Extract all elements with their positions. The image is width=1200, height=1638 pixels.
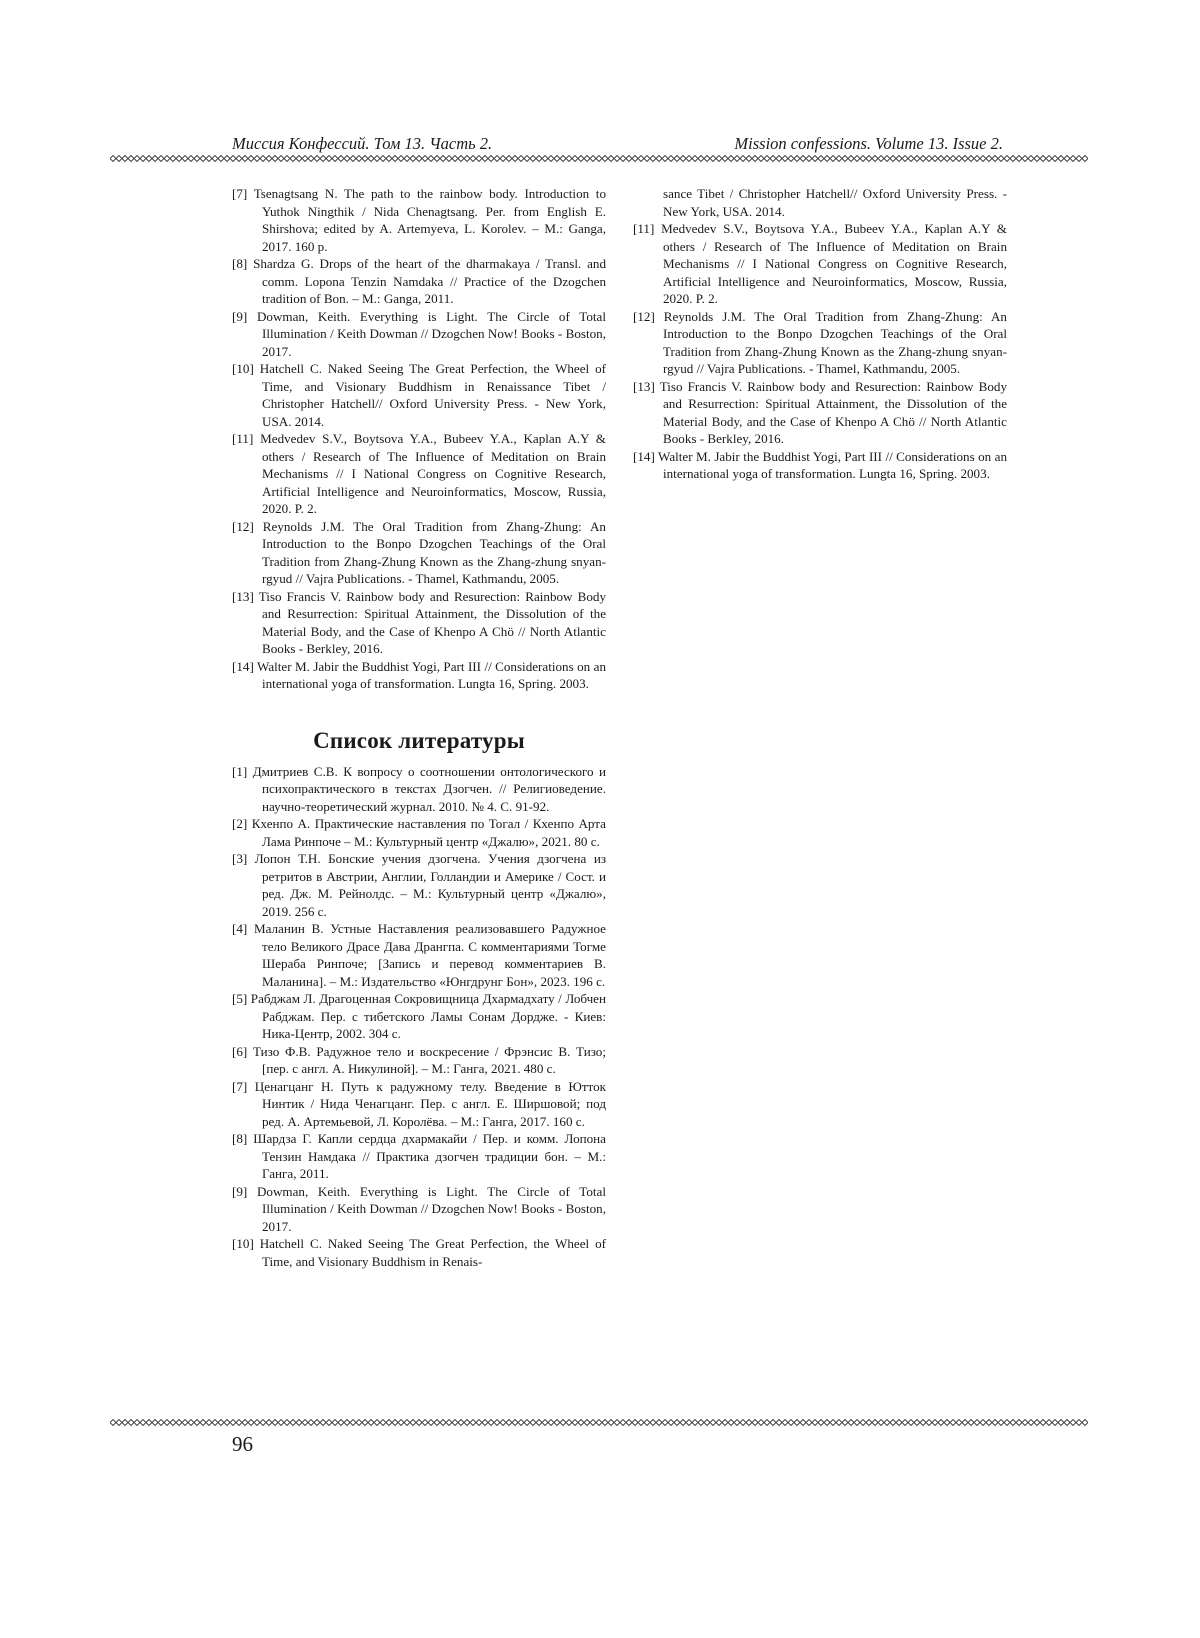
reference-item: [12] Reynolds J.M. The Oral Tradition from Zhang-Zhung: An Introduction to the Bonpo Dzogchen Teachings of the Oral Tradition from Zhang-Zhung Known as the Zhang-zhung snyan-rgyud // Vajra Publications. - Thamel, Kathmandu, 2005. [232,518,606,586]
running-head-left: Миссия Конфессий. Том 13. Часть 2. [232,134,493,153]
running-head-right: Mission confessions. Volume 13. Issue 2. [734,134,1003,153]
reference-item: [13] Tiso Francis V. Rainbow body and Resurection: Rainbow Body and Resurrection: Spiritual Attainment, the Dissolution of the Material Body, and the Case of Khenpo A Chö // North Atlantic Books - Berkley, 2016. [633,378,1008,446]
ornamental-rule-bottom [110,1418,1088,1427]
section-title: Список литературы [313,727,525,753]
reference-item: [10] Hatchell C. Naked Seeing The Great Perfection, the Wheel of Time, and Visionary Buddhism in Renaissance Tibet / Christopher Hatchell// Oxford University Press. - New York, USA. 2014. [232,361,606,429]
reference-item: [11] Medvedev S.V., Boytsova Y.A., Bubeev Y.A., Kaplan A.Y & others / Research of The Influence of Meditation on Brain Mechanisms // I National Congress on Cognitive Research, Artificial Intelligence and Neuroinformatics, Moscow, Russia, 2020. P. 2. [232,431,606,516]
reference-item: [7] Ценагцанг Н. Путь к радужному телу. Введение в Ютток Нинтик / Нида Ченагцанг. Пер. с англ. Е. Ширшовой; под ред. А. Артемьевой, Л. Королёва. – М.: Ганга, 2017. 160 с. [232,1078,606,1129]
reference-item: [8] Шардза Г. Капли сердца дхармакайи / Пер. и комм. Лопона Тензин Намдака // Практика дзогчен традиции бон. – М.: Ганга, 2011. [232,1131,606,1181]
running-head [232,134,1003,156]
reference-continuation: sance Tibet / Christopher Hatchell// Oxford University Press. - New York, USA. 2014. [663,186,1007,219]
reference-item: [2] Кхенпо А. Практические наставления по Тогал / Кхенпо Арта Лама Ринпоче – М.: Культурный центр «Джалю», 2021. 80 с. [232,816,606,849]
reference-item: [12] Reynolds J.M. The Oral Tradition from Zhang-Zhung: An Introduction to the Bonpo Dzogchen Teachings of the Oral Tradition from Zhang-Zhung Known as the Zhang-zhung snyan-rgyud // Vajra Publications. - Thamel, Kathmandu, 2005. [633,308,1007,376]
references-english-list [232,185,606,693]
reference-item: [7] Tsenagtsang N. The path to the rainbow body. Introduction to Yuthok Ningthik / Nida Chenagtsang. Per. from English E. Shirshova; edited by A. Artemyeva, L. Korolev. – M.: Ganga, 2017. 160 p. [232,186,606,254]
reference-item: [1] Дмитриев С.В. К вопросу о соотношении онтологического и психопрактического в текстах Дзогчен. // Религиоведение. научно-теоретический журнал. 2010. № 4. С. 91-92. [232,763,606,814]
reference-item: [14] Walter M. Jabir the Buddhist Yogi, Part III // Considerations on an international yoga of transformation. Lungta 16, Spring. 2003. [633,448,1007,481]
reference-item: [10] Hatchell C. Naked Seeing The Great Perfection, the Wheel of Time, and Visionary Buddhism in Renais- [232,1236,606,1269]
left-column [232,185,606,1270]
reference-item: [6] Тизо Ф.В. Радужное тело и воскресение / Фрэнсис В. Тизо; [пер. с англ. А. Никулиной]. – М.: Ганга, 2021. 480 с. [232,1043,606,1076]
reference-item: [5] Рабджам Л. Драгоценная Сокровищница Дхармадхату / Лобчен Рабджам. Пер. с тибетского Ламы Сонам Дордже. - Киев: Ника-Центр, 2002. 304 с. [232,991,606,1041]
reference-item: [14] Walter M. Jabir the Buddhist Yogi, Part III // Considerations on an international yoga of transformation. Lungta 16, Spring. 2003. [232,658,606,691]
reference-item: [9] Dowman, Keith. Everything is Light. The Circle of Total Illumination / Keith Dowman // Dzogchen Now! Books - Boston, 2017. [232,1183,606,1234]
ornamental-rule-top [110,154,1088,163]
reference-item: [8] Shardza G. Drops of the heart of the dharmakaya / Transl. and comm. Lopona Tenzin Namdaka // Practice of the Dzogchen tradition of Bon. – M.: Ganga, 2011. [232,256,606,306]
reference-item: [13] Tiso Francis V. Rainbow body and Resurection: Rainbow Body and Resurrection: Spiritual Attainment, the Dissolution of the Material Body, and the Case of Khenpo A Chö // North Atlantic Books - Berkley, 2016. [232,588,607,656]
reference-item: [9] Dowman, Keith. Everything is Light. The Circle of Total Illumination / Keith Dowman // Dzogchen Now! Books - Boston, 2017. [232,308,606,359]
reference-item: [11] Medvedev S.V., Boytsova Y.A., Bubeev Y.A., Kaplan A.Y & others / Research of The Influence of Meditation on Brain Mechanisms // I National Congress on Cognitive Research, Artificial Intelligence and Neuroinformatics, Moscow, Russia, 2020. P. 2. [633,221,1007,306]
right-column [633,185,1007,483]
reference-item: [3] Лопон Т.Н. Бонские учения дзогчена. Учения дзогчена из ретритов в Австрии, Англии, Голландии и Америке / Сост. и ред. Дж. М. Рейнолдс. – М.: Культурный центр «Джалю», 2019. 256 с. [232,851,606,919]
references-russian-list [232,763,606,1271]
page-number: 96 [232,1432,253,1456]
reference-item: [4] Маланин В. Устные Наставления реализовавшего Радужное тело Великого Драсе Дава Дрангпа. С комментариями Тогме Шераба Ринпоче; [Запись и перевод комментариев В. Маланина]. – М.: Издательство «Юнгдрунг Бон», 2023. 196 с. [232,921,606,989]
